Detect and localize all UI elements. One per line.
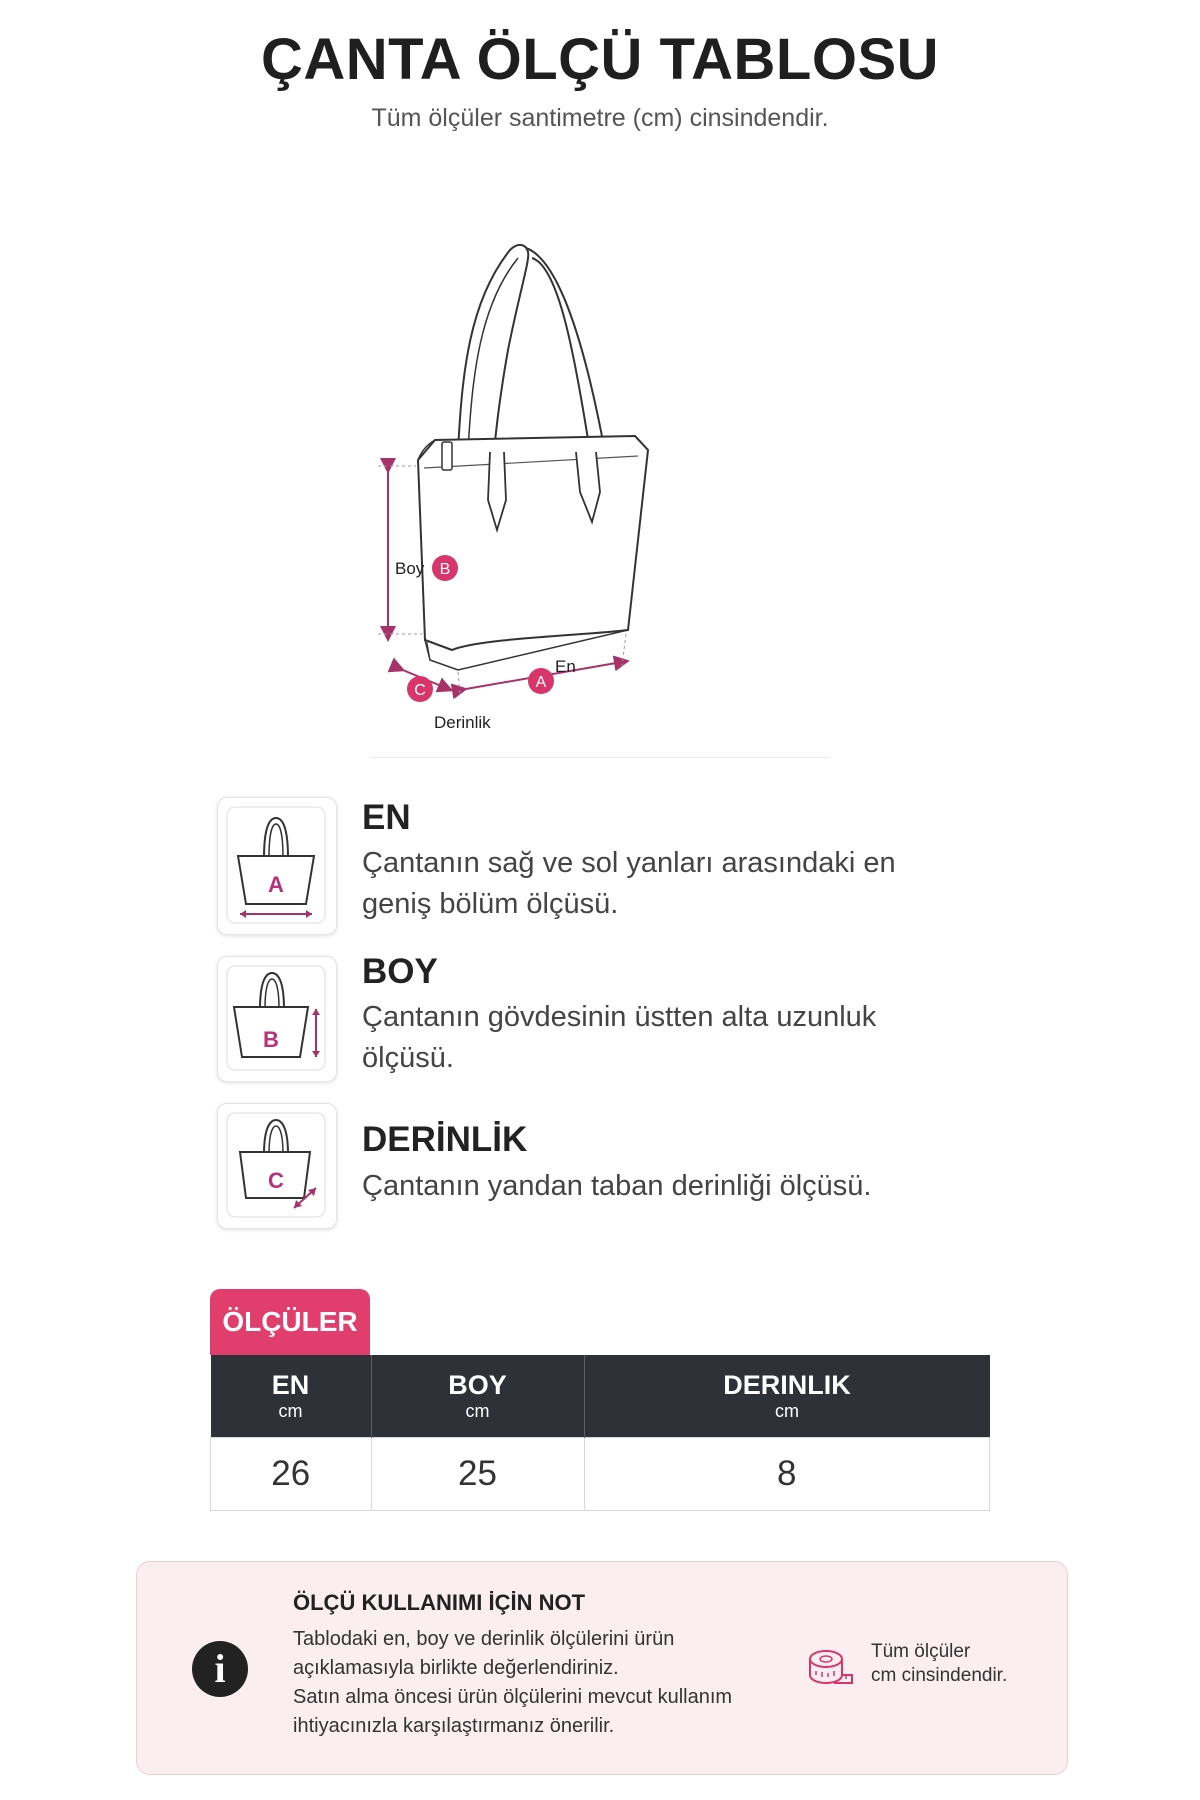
column-unit: cm bbox=[465, 1401, 490, 1421]
bag-height-icon bbox=[226, 965, 326, 1071]
column-header-boy bbox=[371, 1355, 584, 1438]
note-body bbox=[293, 1625, 793, 1741]
note-title: ÖLÇÜ KULLANIMI İÇİN NOT bbox=[293, 1590, 586, 1615]
definition-title-derinlik: DERİNLİK bbox=[362, 1120, 528, 1159]
note-line: Satın alma öncesi ürün ölçülerini mevcut kullanım bbox=[293, 1686, 733, 1708]
bag-dimension-diagram bbox=[360, 230, 760, 750]
icon-letter-a: A bbox=[268, 872, 284, 897]
column-unit: cm bbox=[278, 1401, 303, 1421]
bag-depth-icon bbox=[226, 1112, 326, 1218]
note-line: Tablodaki en, boy ve derinlik ölçülerini ürün bbox=[293, 1628, 675, 1650]
definition-text-en: Çantanın sağ ve sol yanları arasındaki en geniş bölüm ölçüsü. bbox=[362, 847, 896, 920]
page-title: ÇANTA ÖLÇÜ TABLOSU bbox=[260, 27, 940, 92]
definition-icon-card-boy bbox=[217, 956, 337, 1082]
definition-icon-card-derinlik bbox=[217, 1103, 337, 1229]
bag-width-icon bbox=[226, 806, 326, 924]
note-side-text bbox=[871, 1640, 1071, 1688]
info-icon: i bbox=[192, 1641, 248, 1697]
label-derinlik: Derinlik bbox=[434, 713, 491, 732]
definition-title-boy: BOY bbox=[362, 952, 438, 991]
icon-letter-b: B bbox=[263, 1027, 279, 1052]
badge-c-letter: C bbox=[414, 682, 426, 699]
note-line: açıklamasıyla birlikte değerlendiriniz. bbox=[293, 1657, 619, 1679]
label-en: En bbox=[555, 657, 576, 676]
divider bbox=[370, 757, 830, 758]
note-side-line: cm cinsindendir. bbox=[871, 1665, 1008, 1686]
measurements-table bbox=[210, 1355, 990, 1511]
note-line: ihtiyacınızla karşılaştırmanız önerilir. bbox=[293, 1715, 615, 1737]
label-boy: Boy bbox=[395, 559, 425, 578]
table-header-row bbox=[211, 1355, 990, 1438]
cell-boy: 25 bbox=[371, 1438, 584, 1511]
measurements-tab-label: ÖLÇÜLER bbox=[210, 1289, 370, 1355]
icon-letter-c: C bbox=[268, 1168, 284, 1193]
table-row bbox=[211, 1438, 990, 1511]
cell-derinlik: 8 bbox=[584, 1438, 990, 1511]
badge-b-letter: B bbox=[439, 561, 451, 578]
column-header-derinlik bbox=[584, 1355, 990, 1438]
measuring-tape-icon bbox=[806, 1645, 854, 1689]
definition-text-boy: Çantanın gövdesinin üstten alta uzunluk ölçüsü. bbox=[362, 1001, 877, 1074]
column-name: DERINLIK bbox=[723, 1370, 851, 1400]
column-name: BOY bbox=[448, 1370, 507, 1400]
definition-text-derinlik: Çantanın yandan taban derinliği ölçüsü. bbox=[362, 1170, 872, 1202]
column-unit: cm bbox=[775, 1401, 799, 1421]
column-name: EN bbox=[271, 1370, 310, 1400]
column-header-en bbox=[211, 1355, 372, 1438]
definition-title-en: EN bbox=[362, 798, 411, 837]
definition-icon-card-en bbox=[217, 797, 337, 935]
note-side-line: Tüm ölçüler bbox=[871, 1641, 971, 1662]
page-subtitle: Tüm ölçüler santimetre (cm) cinsindendir. bbox=[371, 104, 829, 132]
cell-en: 26 bbox=[211, 1438, 372, 1511]
badge-a-letter: A bbox=[535, 674, 547, 691]
